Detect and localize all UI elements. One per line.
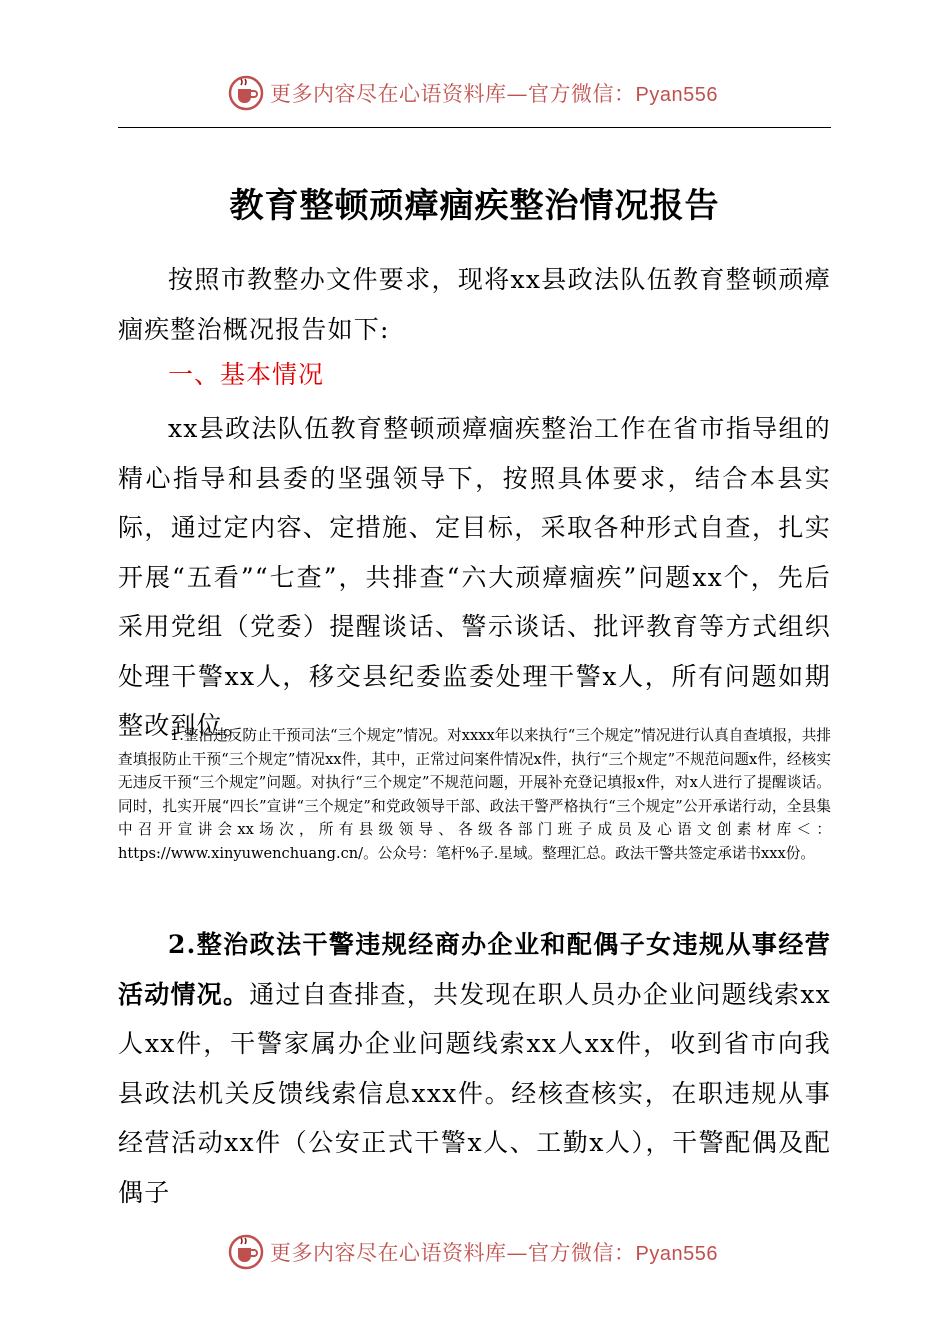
coffee-cup-logo-icon	[226, 1232, 266, 1272]
item2-paragraph	[118, 920, 831, 1217]
section-heading-basic-situation: 一、基本情况	[168, 360, 325, 389]
wechat-id: Pyan556	[635, 1243, 718, 1265]
coffee-cup-logo-icon	[226, 73, 266, 113]
section1-paragraph: xx县政法队伍教育整顿顽瘴痼疾整治工作在省市指导组的精心指导和县委的坚强领导下，按照具体要求，结合本县实际，通过定内容、定措施、定目标，采取各种形式自查，扎实开展“五看”“七查”，共排查“六大顽瘴痼疾”问题xx个，先后采用党组（党委）提醒谈话、警示谈话、批评教育等方式组织处理干警xx人，移交县纪委监委处理干警x人，所有问题如期整改到位。	[118, 414, 831, 740]
banner-text: 更多内容尽在心语资料库—官方微信：Pyan556	[270, 1241, 718, 1265]
item2-lead: 2.整治政法干警违规经商办企业和配偶子女违规从事经营活动情况。	[118, 930, 831, 1009]
header-divider	[118, 127, 831, 128]
item2-body: 通过自查排查，共发现在职人员办企业问题线索xx人xx件，干警家属办企业问题线索xx人xx件，收到省市向我县政法机关反馈线索信息xxx件。经核查核实，在职违规从事经营活动xx件（公安正式干警x人、工勤x人），干警配偶及配偶子	[118, 979, 831, 1207]
banner-text: 更多内容尽在心语资料库—官方微信：Pyan556	[270, 82, 718, 106]
document-title: 教育整顿顽瘴痼疾整治情况报告	[229, 186, 720, 226]
header-banner[interactable]	[226, 73, 718, 113]
item1-paragraph: 1.整治违反防止干预司法“三个规定”情况。对xxxx年以来执行“三个规定”情况进行认真自查填报，共排查填报防止干预“三个规定”情况xx件，其中，正常过问案件情况x件，执行“三个规定”不规范问题x件，经核实无违反干预“三个规定”问题。对执行“三个规定”不规范问题，开展补充登记填报x件，对x人进行了提醒谈话。同时，扎实开展“四长”宣讲“三个规定”和党政领导干部、政法干警严格执行“三个规定”公开承诺行动，全县集中召开宣讲会xx场次，所有县级领导、各级各部门班子成员及心语文创素材库＜：https://www.xinyuwenchuang.cn/。公众号：笔杆%子.星域。整理汇总。政法干警共签定承诺书xxx份。	[118, 727, 831, 862]
intro-paragraph: 按照市教整办文件要求，现将xx县政法队伍教育整顿顽瘴痼疾整治概况报告如下:	[118, 265, 831, 344]
wechat-id: Pyan556	[635, 84, 718, 106]
footer-banner[interactable]	[226, 1232, 718, 1272]
